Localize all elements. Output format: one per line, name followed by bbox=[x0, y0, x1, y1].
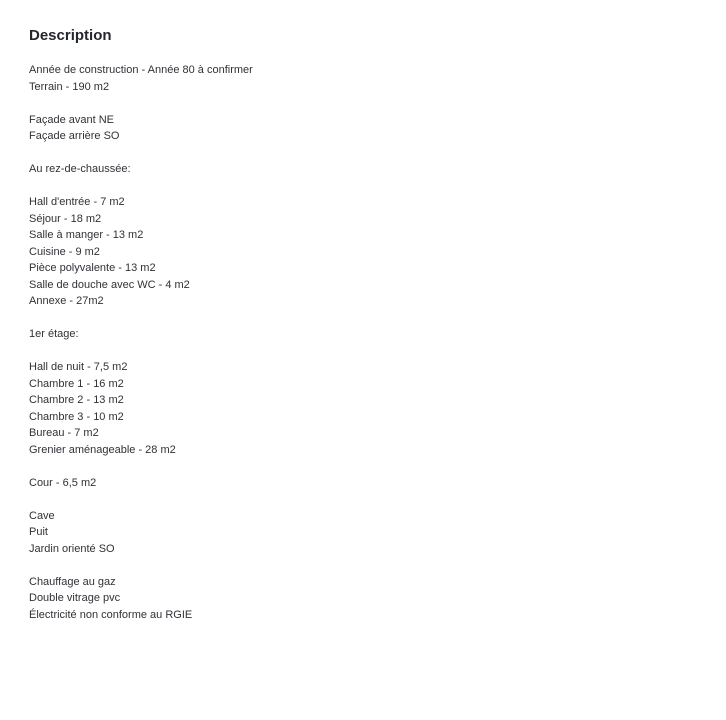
text-line: Bureau - 7 m2 bbox=[29, 427, 99, 439]
text-line: Chambre 1 - 16 m2 bbox=[29, 377, 124, 390]
text-line: Annexe - 27m2 bbox=[29, 295, 104, 307]
text-line: Au rez-de-chaussée: bbox=[29, 163, 131, 175]
group-utilities bbox=[29, 574, 689, 624]
text-line: Cave bbox=[29, 509, 55, 522]
text-line: Grenier aménageable - 28 m2 bbox=[29, 443, 176, 456]
group-courtyard bbox=[29, 475, 689, 492]
text-line: Chauffage au gaz bbox=[29, 575, 116, 588]
description-heading: Description bbox=[29, 27, 112, 44]
text-line: Façade arrière SO bbox=[29, 130, 120, 142]
text-line: Électricité non conforme au RGIE bbox=[29, 608, 193, 621]
text-line: Terrain - 190 m2 bbox=[29, 80, 110, 93]
text-line: Chambre 2 - 13 m2 bbox=[29, 394, 124, 406]
text-line: Puit bbox=[29, 526, 48, 538]
text-line: Salle à manger - 13 m2 bbox=[29, 229, 144, 241]
group-ground-floor-rooms bbox=[29, 194, 689, 310]
text-line: Jardin orienté SO bbox=[29, 542, 115, 555]
text-line: Année de construction - Année 80 à confirmer bbox=[29, 64, 253, 76]
text-line: Façade avant NE bbox=[29, 113, 114, 126]
description-section bbox=[29, 26, 689, 623]
group-first-floor-label bbox=[29, 326, 689, 343]
text-line: Hall d'entrée - 7 m2 bbox=[29, 196, 125, 208]
group-facades bbox=[29, 112, 689, 145]
text-line: Hall de nuit - 7,5 m2 bbox=[29, 361, 128, 373]
text-line: Double vitrage pvc bbox=[29, 592, 121, 604]
text-line: Chambre 3 - 10 m2 bbox=[29, 410, 124, 423]
text-line: 1er étage: bbox=[29, 328, 79, 340]
group-first-floor-rooms bbox=[29, 359, 689, 458]
text-line: Cuisine - 9 m2 bbox=[29, 245, 100, 258]
group-outdoor bbox=[29, 508, 689, 558]
group-construction bbox=[29, 62, 689, 95]
group-ground-floor-label bbox=[29, 161, 689, 178]
text-line: Séjour - 18 m2 bbox=[29, 212, 102, 225]
text-line: Pièce polyvalente - 13 m2 bbox=[29, 262, 156, 274]
text-line: Cour - 6,5 m2 bbox=[29, 476, 97, 489]
text-line: Salle de douche avec WC - 4 m2 bbox=[29, 278, 190, 291]
